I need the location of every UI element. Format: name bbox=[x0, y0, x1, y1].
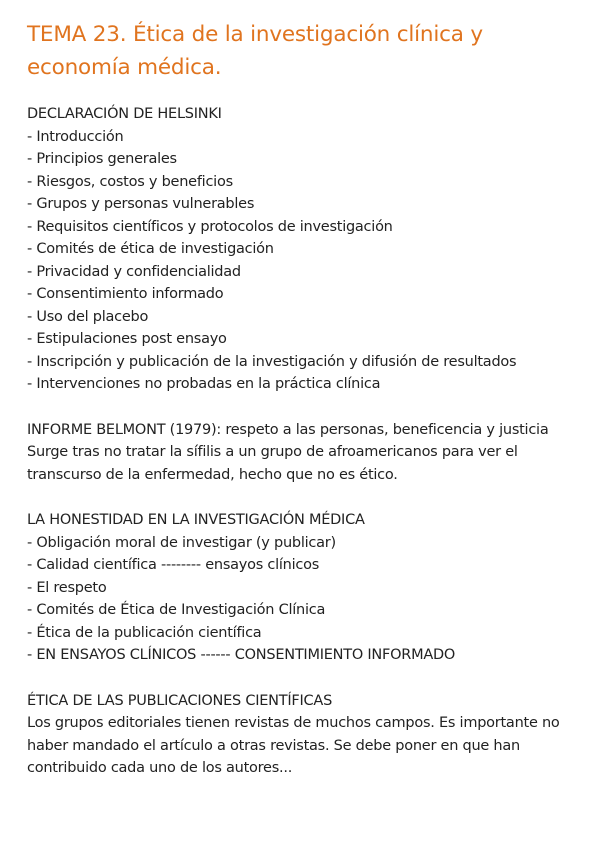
list-item: - Requisitos científicos y protocolos de investigación bbox=[27, 218, 393, 235]
section-helsinki bbox=[27, 103, 574, 396]
list-item: - Obligación moral de investigar (y publicar) bbox=[27, 534, 336, 551]
section-heading: ÉTICA DE LAS PUBLICACIONES CIENTÍFICAS bbox=[27, 692, 333, 709]
section-heading: LA HONESTIDAD EN LA INVESTIGACIÓN MÉDICA bbox=[27, 512, 365, 528]
list-item: - Privacidad y confidencialidad bbox=[27, 263, 241, 280]
page-title: TEMA 23. Ética de la investigación clínica y economía médica. bbox=[27, 22, 483, 80]
section-paragraph: Surge tras no tratar la sífilis a un grupo de afroamericanos para ver el transcurso de la enfermedad, hecho que no es ético. bbox=[27, 444, 518, 483]
section-belmont bbox=[27, 419, 574, 487]
section-heading: INFORME BELMONT (1979): respeto a las personas, beneficencia y justicia bbox=[27, 421, 549, 438]
list-item: - Estipulaciones post ensayo bbox=[27, 331, 227, 347]
section-paragraph: Los grupos editoriales tienen revistas de muchos campos. Es importante no haber mandado el artículo a otras revistas. Se debe poner en que han contribuido cada uno de los autores... bbox=[27, 715, 560, 776]
list-item: - Calidad científica -------- ensayos clínicos bbox=[27, 557, 320, 573]
section-publicaciones bbox=[27, 690, 574, 780]
list-item: - Introducción bbox=[27, 128, 124, 145]
list-item: - Inscripción y publicación de la investigación y difusión de resultados bbox=[27, 353, 517, 370]
list-item: - EN ENSAYOS CLÍNICOS ------ CONSENTIMIENTO INFORMADO bbox=[27, 647, 456, 663]
list-item: - Riesgos, costos y beneficios bbox=[27, 173, 233, 190]
list-item: - Consentimiento informado bbox=[27, 286, 224, 302]
list-item: - Ética de la publicación científica bbox=[27, 624, 262, 641]
list-item: - Intervenciones no probadas en la práctica clínica bbox=[27, 376, 381, 392]
section-heading: DECLARACIÓN DE HELSINKI bbox=[27, 106, 222, 122]
list-item: - Comités de ética de investigación bbox=[27, 241, 274, 257]
list-item: - El respeto bbox=[27, 579, 107, 596]
section-honestidad bbox=[27, 509, 574, 667]
list-item: - Grupos y personas vulnerables bbox=[27, 196, 255, 212]
list-item: - Comités de Ética de Investigación Clínica bbox=[27, 602, 326, 618]
list-item: - Uso del placebo bbox=[27, 308, 149, 325]
list-item: - Principios generales bbox=[27, 151, 177, 167]
